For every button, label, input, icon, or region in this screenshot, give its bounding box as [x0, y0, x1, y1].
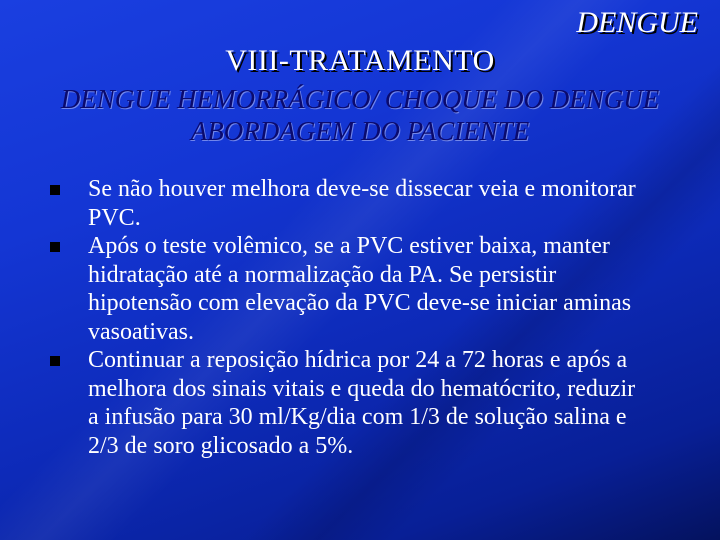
bullet-list: [50, 175, 650, 460]
corner-label: DENGUE: [576, 6, 698, 39]
page-title: VIII-TRATAMENTO: [225, 44, 495, 77]
bullet-text: Se não houver melhora deve-se dissecar veia e monitorar PVC.: [88, 176, 636, 231]
bullet-text: Após o teste volêmico, se a PVC estiver baixa, manter hidratação até a normalização da PA. Se persistir hipotensão com elevação da PVC deve-se iniciar aminas vasoativas.: [88, 233, 632, 345]
subtitle-line-1: DENGUE HEMORRÁGICO/ CHOQUE DO DENGUE: [60, 84, 660, 114]
square-bullet-icon: [50, 356, 60, 366]
bullet-text: Continuar a reposição hídrica por 24 a 72 horas e após a melhora dos sinais vitais e queda do hematócrito, reduzir a infusão para 30 ml/Kg/dia com 1/3 de solução salina e 2/3 de soro glicosado a 5%.: [88, 347, 636, 459]
list-item: [50, 346, 650, 460]
square-bullet-icon: [50, 242, 60, 252]
list-item: [50, 175, 650, 232]
square-bullet-icon: [50, 185, 60, 195]
subtitle-line-2: ABORDAGEM DO PACIENTE: [190, 116, 530, 146]
list-item: [50, 232, 650, 346]
